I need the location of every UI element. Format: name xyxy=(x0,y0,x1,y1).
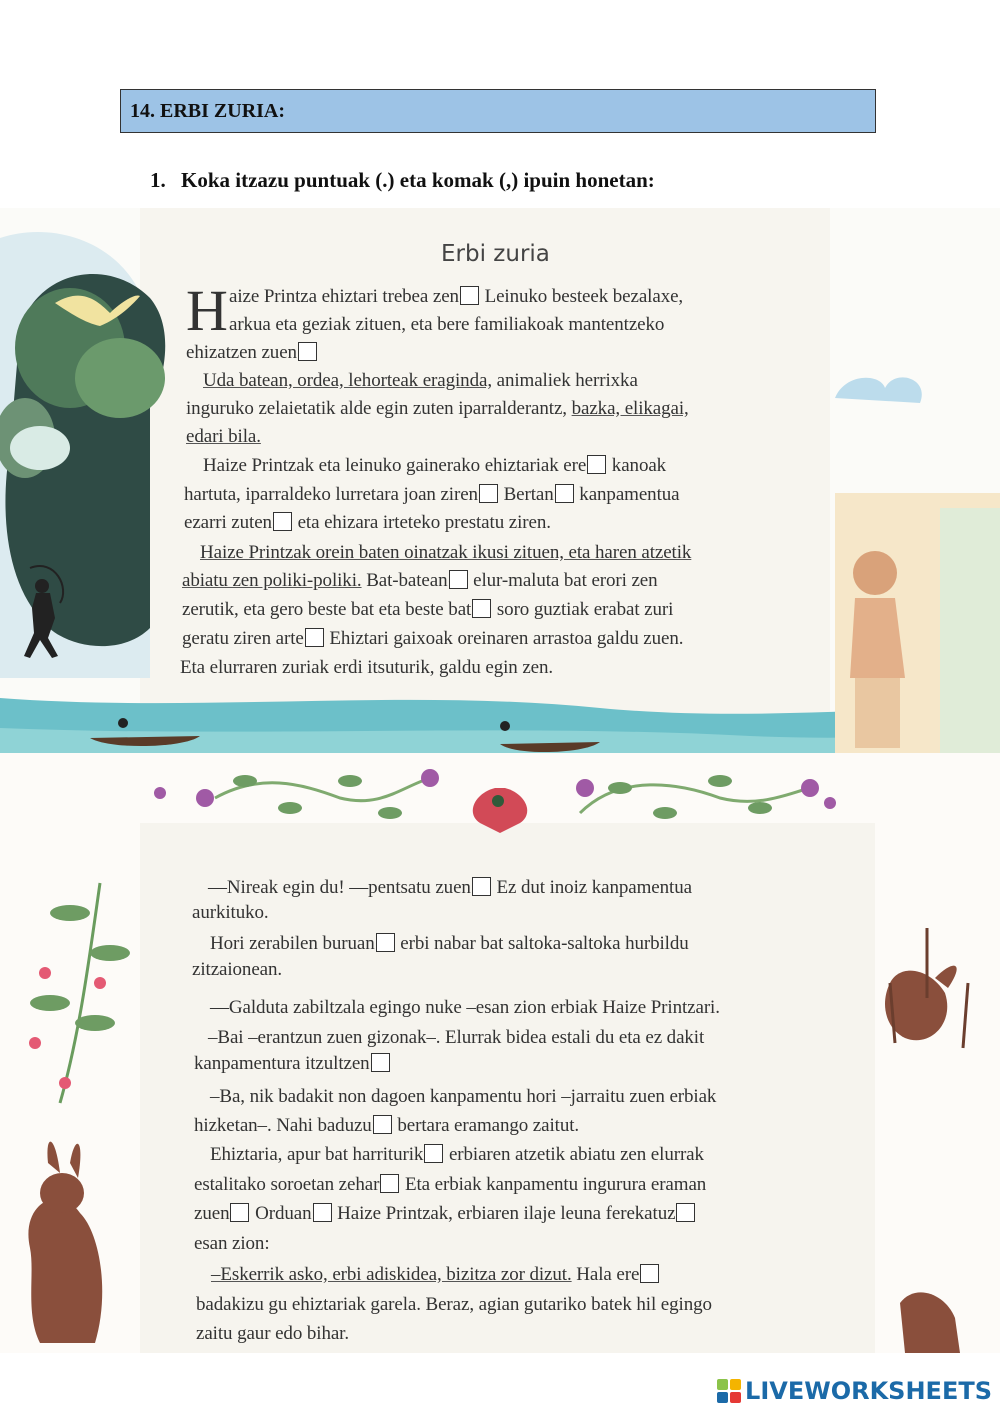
punctuation-answer-box[interactable] xyxy=(472,877,491,896)
punctuation-answer-box[interactable] xyxy=(555,484,574,503)
story-line xyxy=(186,426,261,448)
story-line xyxy=(208,877,692,899)
punctuation-answer-box[interactable] xyxy=(371,1053,390,1072)
story-text-segment: –Ba, nik badakit non dagoen kanpamentu hori –jarraitu zuen erbiak xyxy=(210,1086,717,1107)
story-line xyxy=(200,542,691,564)
story-text-segment: esan zion: xyxy=(194,1233,270,1254)
story-line xyxy=(196,1294,712,1316)
story-line xyxy=(229,286,683,308)
story-text-segment: estalitako soroetan zehar xyxy=(194,1174,380,1195)
story-text-segment: aurkituko. xyxy=(192,902,269,923)
story-line xyxy=(186,398,689,420)
punctuation-answer-box[interactable] xyxy=(273,512,292,531)
story-text-segment: Haize Printzak orein baten oinatzak ikusi zituen, eta haren atzetik xyxy=(200,542,692,563)
book-page-2 xyxy=(0,753,1000,1353)
story-text-segment: –Eskerrik asko, erbi adiskidea, bizitza zor dizut. xyxy=(211,1264,572,1285)
punctuation-answer-box[interactable] xyxy=(449,570,468,589)
story-line xyxy=(203,370,638,392)
punctuation-answer-box[interactable] xyxy=(376,933,395,952)
section-title: 14. ERBI ZURIA: xyxy=(130,99,286,122)
story-text-segment: Haize Printzak, erbiaren ilaje leuna ferekatuz xyxy=(332,1203,676,1224)
punctuation-answer-box[interactable] xyxy=(313,1203,332,1222)
story-text-segment: Orduan xyxy=(250,1203,312,1224)
drop-cap-letter: H xyxy=(186,278,228,343)
liveworksheets-brand xyxy=(717,1377,992,1405)
story-text-segment: animaliek herrixka xyxy=(491,370,638,391)
story-line xyxy=(184,512,551,534)
story-text-segment: Ez dut inoiz kanpamentua xyxy=(491,877,692,898)
story-text-segment: elur-maluta bat erori zen xyxy=(468,570,658,591)
story-text-segment: bazka, elikagai, xyxy=(571,398,689,419)
story-line xyxy=(210,997,720,1019)
story-text-segment: zerutik, eta gero beste bat eta beste bat xyxy=(182,599,472,620)
story-text-segment: arkua eta geziak zituen, eta bere familiakoak mantentzeko xyxy=(229,314,665,335)
story-line xyxy=(196,1323,349,1345)
punctuation-answer-box[interactable] xyxy=(676,1203,695,1222)
story-text-segment: zuen xyxy=(194,1203,230,1224)
story-title: Erbi zuria xyxy=(441,241,550,267)
punctuation-answer-box[interactable] xyxy=(373,1115,392,1134)
story-text-segment: erbiaren atzetik abiatu zen elurrak xyxy=(444,1144,704,1165)
liveworksheets-logo-icon xyxy=(717,1379,741,1403)
punctuation-answer-box[interactable] xyxy=(479,484,498,503)
story-line xyxy=(184,484,679,506)
punctuation-answer-box[interactable] xyxy=(460,286,479,305)
story-line xyxy=(194,1174,706,1196)
exercise-instruction xyxy=(150,168,655,193)
story-text-segment: Bat-batean xyxy=(361,570,448,591)
story-text-segment: kanpamentura itzultzen xyxy=(194,1053,370,1074)
story-text-segment: eta ehizara irteteko prestatu ziren. xyxy=(292,512,551,533)
story-text-segment: kanoak xyxy=(607,455,667,476)
story-text-segment: Bertan xyxy=(498,484,554,505)
page-2-illustration xyxy=(0,753,1000,1353)
punctuation-answer-box[interactable] xyxy=(305,628,324,647)
story-text-segment: Hori zerabilen buruan xyxy=(210,933,375,954)
story-line xyxy=(210,1144,704,1166)
story-text-segment: Leinuko besteek bezalaxe, xyxy=(479,286,684,307)
book-page-1 xyxy=(0,208,1000,753)
story-text-segment: hartuta, iparraldeko lurretara joan ziren xyxy=(184,484,478,505)
section-header xyxy=(120,89,876,133)
story-text-segment: badakizu gu ehiztariak garela. Beraz, agian gutariko batek hil egingo xyxy=(196,1294,712,1315)
punctuation-answer-box[interactable] xyxy=(230,1203,249,1222)
story-text-segment: –Bai –erantzun zuen gizonak–. Elurrak bidea estali du eta ez dakit xyxy=(208,1027,705,1048)
story-text-segment: aize Printza ehiztari trebea zen xyxy=(229,286,459,307)
story-text-segment: Haize Printzak eta leinuko gainerako ehiztariak ere xyxy=(203,455,587,476)
story-text-segment: Ehiztari gaixoak oreinaren arrastoa galdu zuen. xyxy=(324,628,684,649)
story-text-segment: zaitu gaur edo bihar. xyxy=(196,1323,350,1344)
story-line xyxy=(192,959,282,981)
punctuation-answer-box[interactable] xyxy=(380,1174,399,1193)
story-text-segment: Uda batean, ordea, lehorteak eraginda, xyxy=(203,370,492,391)
story-text-segment: ezarri zuten xyxy=(184,512,272,533)
story-text-segment: zitzaionean. xyxy=(192,959,283,980)
story-text-segment: edari bila. xyxy=(186,426,261,447)
story-line xyxy=(194,1233,270,1255)
story-text-segment: abiatu zen poliki-poliki. xyxy=(182,570,362,591)
story-line xyxy=(194,1053,391,1075)
story-line xyxy=(210,1086,716,1108)
story-text-segment: bertara eramango zaitut. xyxy=(392,1115,580,1136)
story-text-segment: erbi nabar bat saltoka-saltoka hurbildu xyxy=(395,933,689,954)
story-line xyxy=(211,1264,660,1286)
story-line xyxy=(182,570,658,592)
story-line xyxy=(208,1027,704,1049)
punctuation-answer-box[interactable] xyxy=(424,1144,443,1163)
story-line xyxy=(186,342,318,364)
story-line xyxy=(182,628,683,650)
story-line xyxy=(210,933,689,955)
story-text-segment: ehizatzen zuen xyxy=(186,342,297,363)
story-line xyxy=(229,314,664,336)
instruction-number: 1. xyxy=(150,168,166,192)
story-line xyxy=(182,599,673,621)
story-text-segment: kanpamentua xyxy=(574,484,680,505)
story-text-segment: —Galduta zabiltzala egingo nuke –esan zion erbiak Haize Printzari. xyxy=(210,997,720,1018)
story-text-segment: soro guztiak erabat zuri xyxy=(492,599,674,620)
brand-name: LIVEWORKSHEETS xyxy=(745,1377,992,1405)
story-text-segment: geratu ziren arte xyxy=(182,628,304,649)
story-text-segment: Ehiztaria, apur bat harriturik xyxy=(210,1144,424,1165)
story-text-segment: inguruko zelaietatik alde egin zuten iparralderantz, xyxy=(186,398,572,419)
punctuation-answer-box[interactable] xyxy=(472,599,491,618)
instruction-text: Koka itzazu puntuak (.) eta komak (,) ipuin honetan: xyxy=(181,168,655,192)
story-line xyxy=(180,657,553,679)
story-text-segment: —Nireak egin du! —pentsatu zuen xyxy=(208,877,471,898)
story-text-segment: Hala ere xyxy=(571,1264,640,1285)
punctuation-answer-box[interactable] xyxy=(298,342,317,361)
story-text-segment: Eta elurraren zuriak erdi itsuturik, galdu egin zen. xyxy=(180,657,554,678)
story-line xyxy=(194,1203,696,1225)
story-text-segment: hizketan–. Nahi baduzu xyxy=(194,1115,372,1136)
punctuation-answer-box[interactable] xyxy=(640,1264,659,1283)
story-text-segment: Eta erbiak kanpamentu ingurura eraman xyxy=(400,1174,707,1195)
story-line xyxy=(203,455,666,477)
story-line xyxy=(192,902,269,924)
story-line xyxy=(194,1115,579,1137)
punctuation-answer-box[interactable] xyxy=(587,455,606,474)
